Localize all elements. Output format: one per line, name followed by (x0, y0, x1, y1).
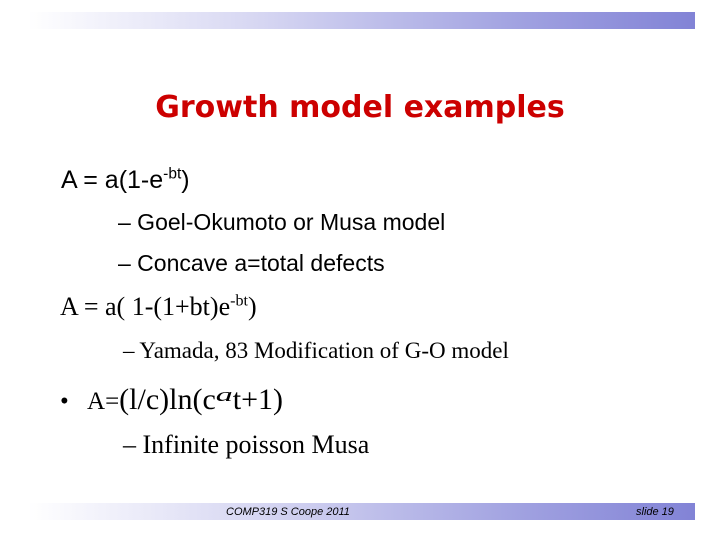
formula-s-shaped (60, 292, 257, 322)
formula-exponential-exp: -bt (163, 165, 182, 183)
alpha-symbol: a (215, 385, 233, 406)
infinite-poisson-bullet: – Infinite poisson Musa (123, 430, 370, 459)
formula-s-shaped-close: ) (248, 292, 257, 321)
formula-s-shaped-base: A = a( 1-(1+bt)e (60, 292, 231, 321)
formula-exponential-base: A = a(1-e (61, 166, 164, 194)
formula-exponential-close: ) (181, 166, 190, 194)
formula-log (60, 380, 283, 418)
formula-log-lhs: A= (87, 388, 120, 415)
top-gradient-bar (28, 12, 695, 29)
footer-course: COMP319 S Coope 2011 (226, 506, 350, 518)
formula-log-post: t+1) (232, 383, 284, 416)
goel-okumoto-bullet: – Goel-Okumoto or Musa model (118, 209, 446, 235)
bottom-gradient-bar (28, 503, 695, 520)
formula-log-bullet: • (60, 388, 69, 415)
formula-exponential (61, 166, 190, 195)
footer-slide-number: slide 19 (636, 506, 674, 518)
yamada-bullet: – Yamada, 83 Modification of G-O model (123, 338, 509, 363)
formula-log-pre: (l/c)ln(c (119, 383, 216, 416)
slide-title: Growth model examples (155, 90, 565, 125)
concave-bullet: – Concave a=total defects (118, 250, 385, 276)
formula-s-shaped-exp: -bt (230, 292, 249, 310)
